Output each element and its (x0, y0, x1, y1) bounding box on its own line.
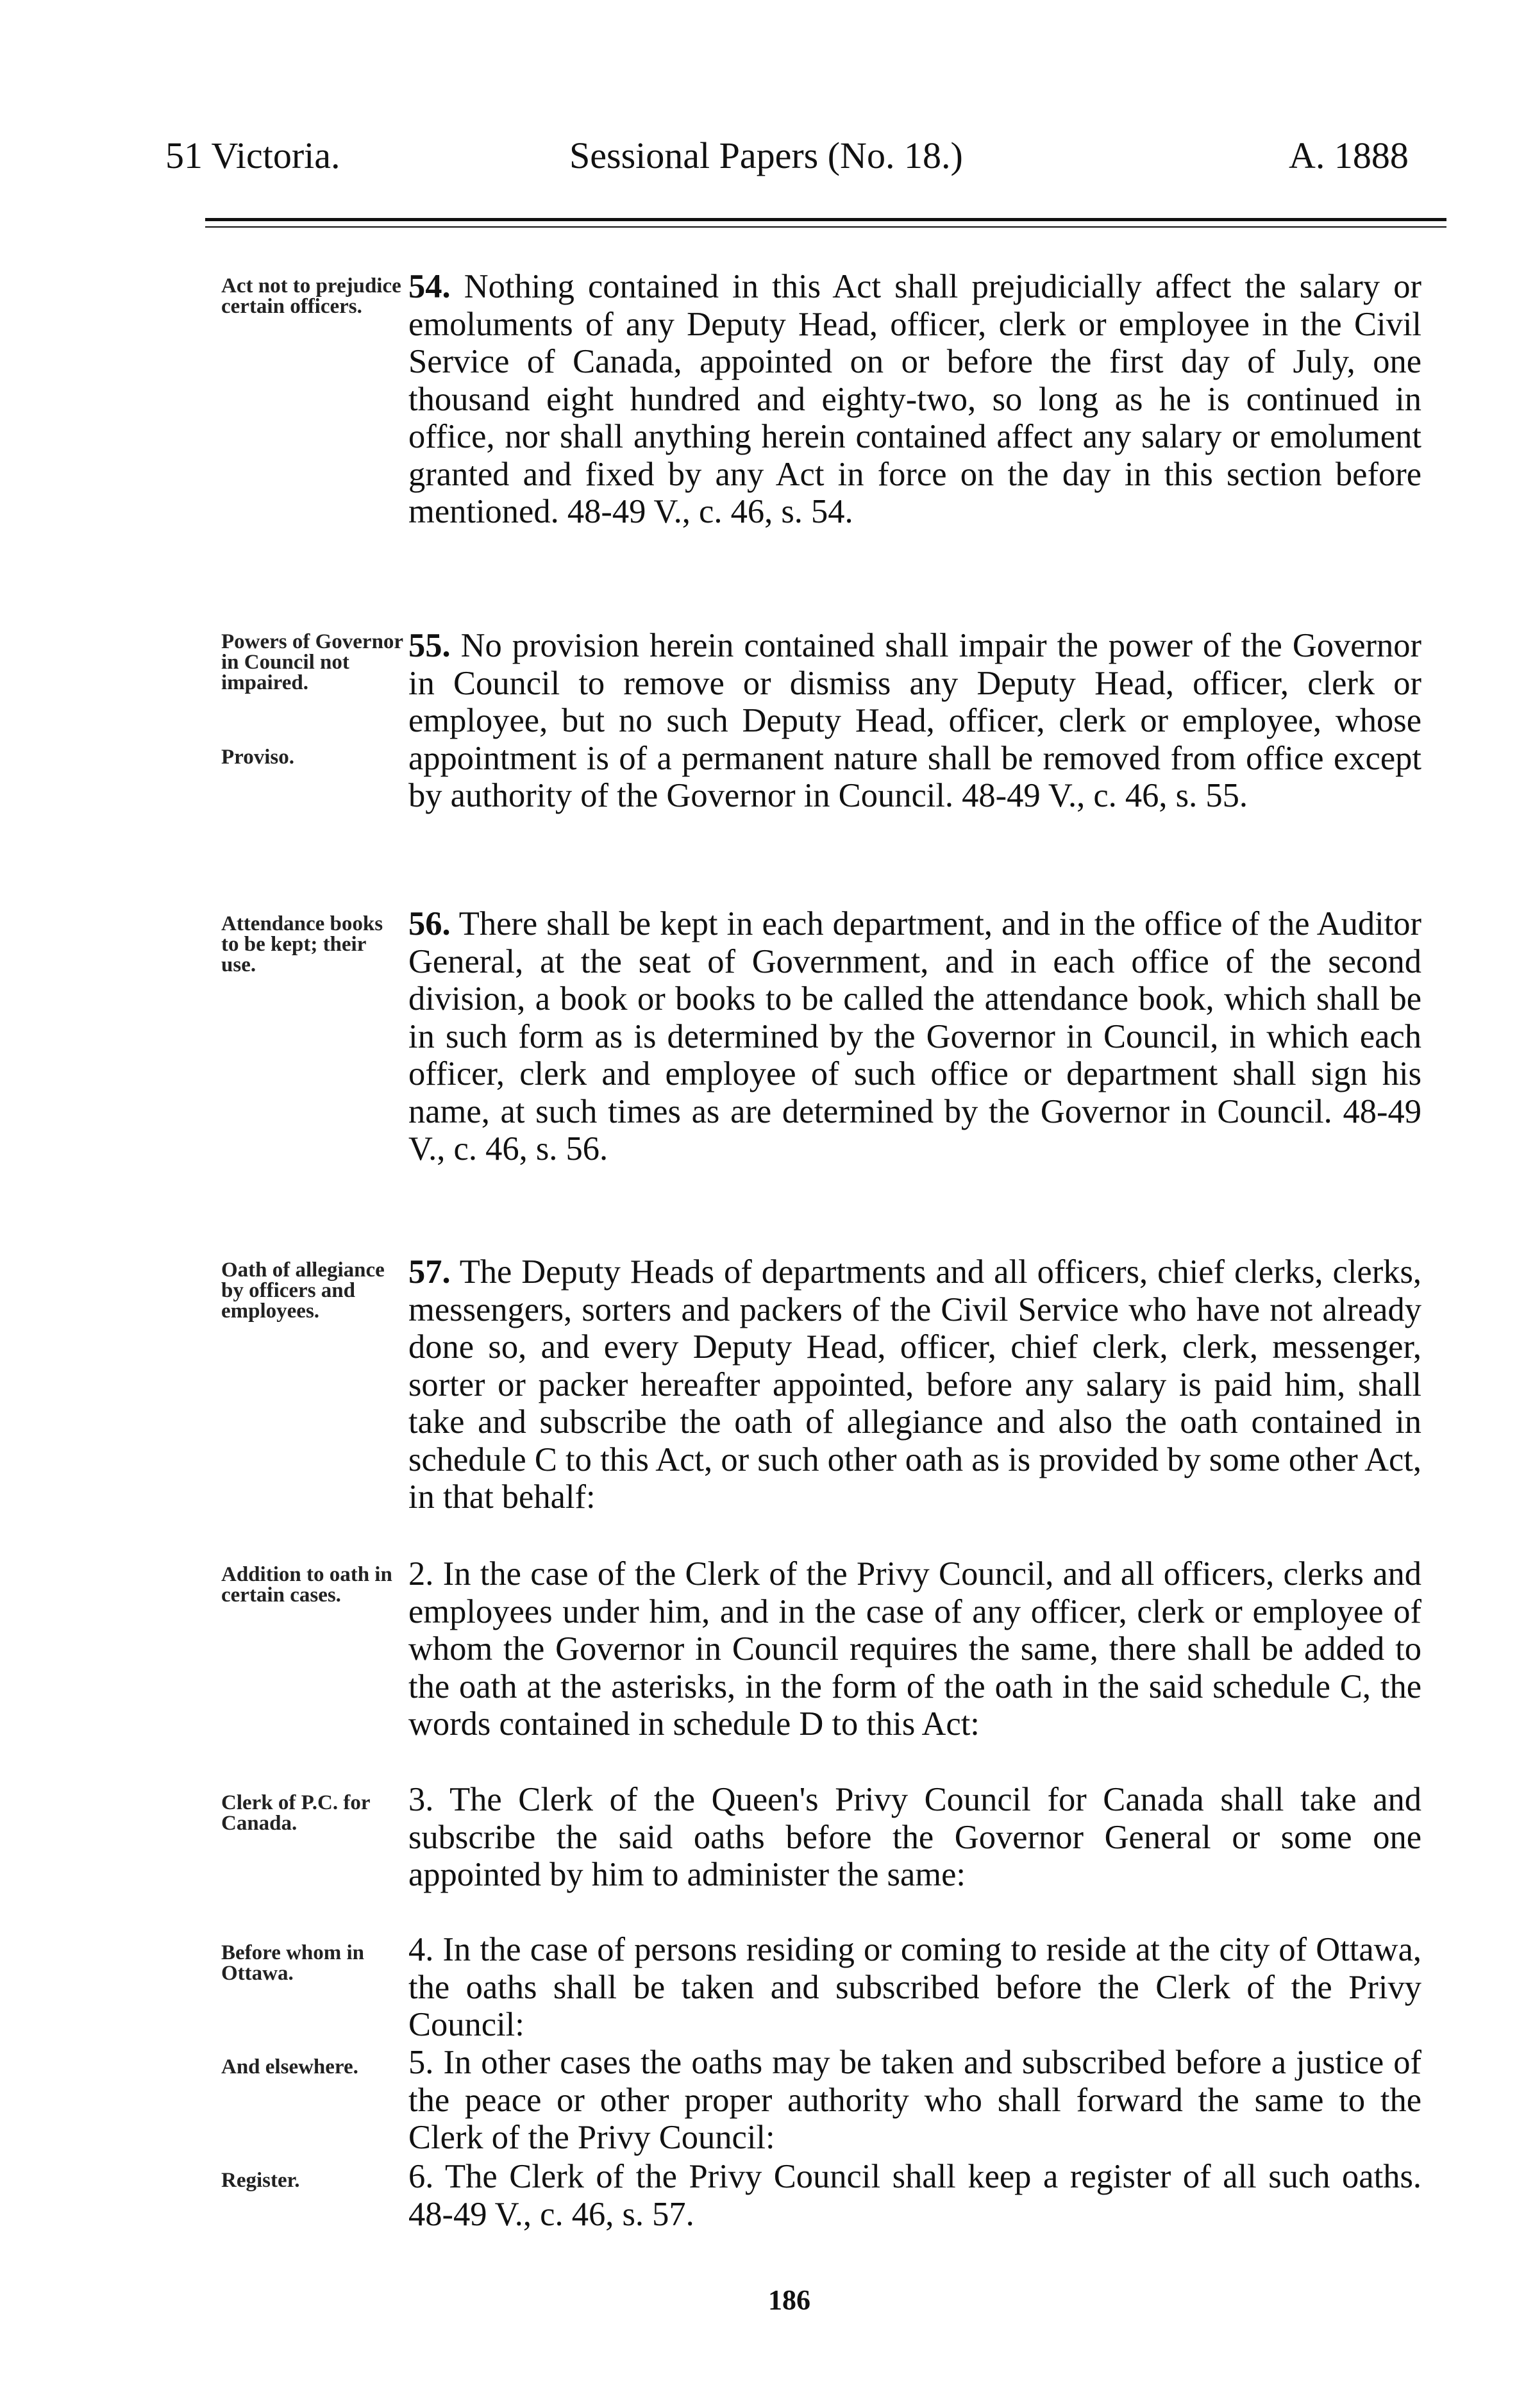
subsection-number: 5. (408, 2044, 434, 2081)
section-text: No provision herein contained shall impair the power of the Governor in Council to remove or dismiss any Deputy Head, officer, clerk or employee, but no such Deputy Head, officer, clerk or employee, whose appointment is of a permanent nature shall be removed from office except by authority of the Governor in Council. 48-49 V., c. 46, s. 55. (408, 627, 1422, 814)
section-number: 55. (408, 627, 451, 664)
header-regnal-year: 51 Victoria. (165, 135, 340, 176)
header-rule-thin (205, 226, 1446, 228)
section-number: 54. (408, 268, 451, 305)
section-55 (408, 627, 1421, 815)
margin-note-subsection-3: Clerk of P.C. for Canada. (221, 1791, 370, 1835)
section-54 (408, 268, 1421, 531)
section-56 (408, 905, 1421, 1168)
subsection-text: In the case of the Clerk of the Privy Council, and all officers, clerks and employees under him, and in the case of any officer, clerk or employee of whom the Governor in Council requires the same, there shall be added to the oath at the asterisks, in the form of the oath in the said schedule C, the words contained in schedule D to this Act: (408, 1555, 1422, 1743)
section-57 (408, 1253, 1421, 1516)
subsection-6 (408, 2158, 1421, 2233)
section-text: Nothing contained in this Act shall prejudicially affect the salary or emoluments of any Deputy Head, officer, clerk or employee in the Civil Service of Canada, appointed on or before the first day of July, one thousand eight hundred and eighty-two, so long as he is continued in office, nor shall anything herein contained affect any salary or emolument granted and fixed by any Act in force on the day in this section before mentioned. 48-49 V., c. 46, s. 54. (408, 268, 1421, 530)
section-text: There shall be kept in each department, and in the office of the Auditor General, at the seat of Government, and in each office of the second division, a book or books to be called the attendance book, which shall be in such form as is determined by the Governor in Council, in which each officer, clerk and employee of such office or department shall sign his name, at such times as are determined by the Governor in Council. 48-49 V., c. 46, s. 56. (408, 905, 1421, 1167)
subsection-number: 2. (408, 1555, 434, 1593)
margin-note-54: Act not to prejudice certain officers. (221, 274, 401, 318)
running-header (165, 133, 1446, 191)
subsection-text: The Clerk of the Privy Council shall keep a register of all such oaths. 48-49 V., c. 46, s. 57. (408, 2158, 1421, 2233)
margin-note-proviso: Proviso. (221, 746, 294, 769)
margin-note-subsection-2: Addition to oath in certain cases. (221, 1563, 392, 1607)
subsection-3 (408, 1781, 1421, 1894)
margin-note-57: Oath of allegiance by officers and employees. (221, 1258, 385, 1323)
subsection-text: In the case of persons residing or coming to reside at the city of Ottawa, the oaths shall be taken and subscribed before the Clerk of the Privy Council: (408, 1931, 1421, 2043)
section-number: 56. (408, 905, 451, 942)
margin-note-subsection-5: And elsewhere. (221, 2055, 358, 2078)
margin-note-subsection-4: Before whom in Ottawa. (221, 1941, 365, 1985)
page-number: 186 (768, 2284, 810, 2316)
subsection-number: 3. (408, 1781, 434, 1818)
subsection-2 (408, 1555, 1421, 1743)
subsection-number: 6. (408, 2158, 434, 2195)
section-text: The Deputy Heads of departments and all officers, chief clerks, clerks, messengers, sorters and packers of the Civil Service who have not already done so, and every Deputy Head, officer, chief clerk, clerk, messenger, sorter or packer hereafter appointed, before any salary is paid him, shall take and subscribe the oath of allegiance and also the oath contained in schedule C to this Act, or such other oath as is provided by some other Act, in that behalf: (408, 1253, 1421, 1516)
header-rule-thick (205, 218, 1446, 221)
subsection-text: In other cases the oaths may be taken and subscribed before a justice of the peace or other proper authority who shall forward the same to the Clerk of the Privy Council: (408, 2044, 1422, 2156)
subsection-text: The Clerk of the Queen's Privy Council for Canada shall take and subscribe the said oaths before the Governor General or some one appointed by him to administer the same: (408, 1781, 1421, 1893)
subsection-number: 4. (408, 1931, 434, 1968)
section-number: 57. (408, 1253, 451, 1291)
margin-note-55: Powers of Governor in Council not impaired. (221, 630, 403, 694)
subsection-5 (408, 2044, 1421, 2157)
margin-note-subsection-6: Register. (221, 2169, 300, 2192)
header-year: A. 1888 (1289, 135, 1409, 176)
header-sessional-papers: Sessional Papers (No. 18.) (569, 135, 963, 176)
subsection-4 (408, 1931, 1421, 2044)
margin-note-56: Attendance books to be kept; their use. (221, 912, 383, 976)
